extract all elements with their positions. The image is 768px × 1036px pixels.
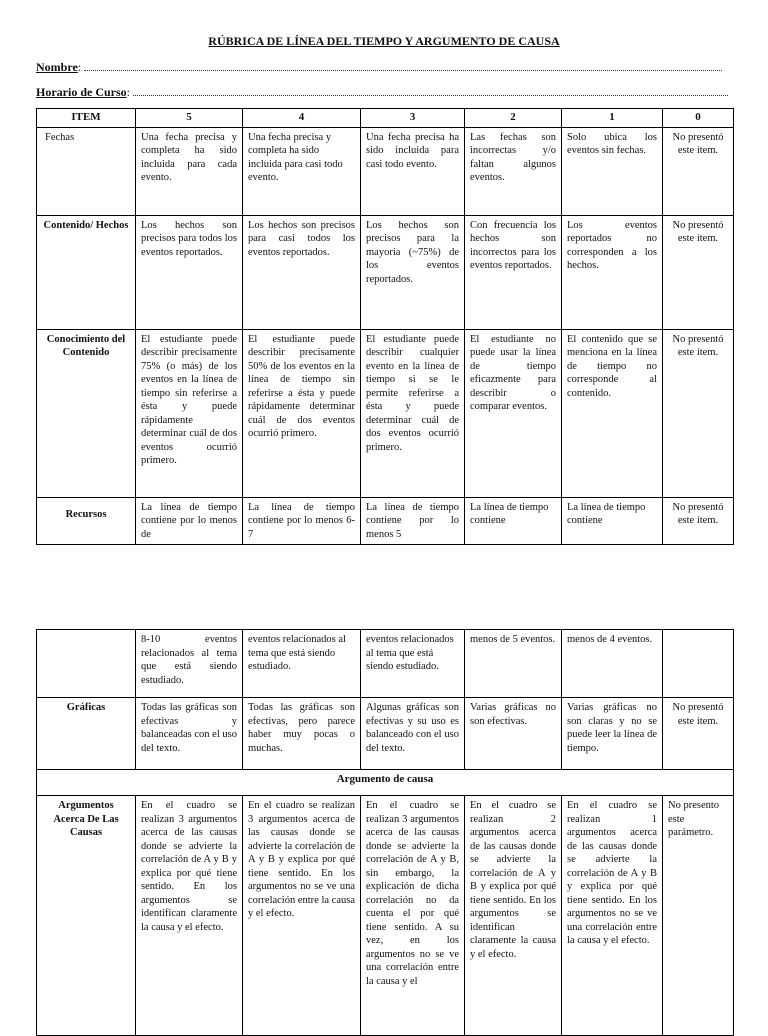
rubric-table-page-1 (36, 108, 734, 545)
cell-recursos-cont-2: menos de 5 eventos. (465, 630, 562, 698)
cell-graficas-1: Varias gráficas no son claras y no se puede leer la línea de tiempo. (562, 698, 663, 770)
table-row (37, 698, 734, 770)
cell-recursos-1: La línea de tiempo contiene (562, 497, 663, 545)
name-line[interactable] (84, 60, 722, 71)
header-item: ITEM (37, 109, 136, 128)
cell-recursos-cont-3: eventos relacionados al tema que está siendo estudiado. (361, 630, 465, 698)
cell-recursos-0: No presentó este ítem. (663, 497, 734, 545)
cell-fechas-2: Las fechas son incorrectas y/o faltan algunos eventos. (465, 127, 562, 215)
cell-graficas-3: Algunas gráficas son efectivas y su uso es balanceado con el uso del texto. (361, 698, 465, 770)
header-score-3: 3 (361, 109, 465, 128)
header-score-0: 0 (663, 109, 734, 128)
course-schedule-field[interactable]: Horario de Curso : (36, 85, 728, 100)
header-score-4: 4 (243, 109, 361, 128)
cell-contenido-3: Los hechos son precisos para la mayoría (~75%) de los eventos reportados. (361, 215, 465, 329)
name-label: Nombre (36, 60, 78, 74)
header-score-5: 5 (136, 109, 243, 128)
section-row (37, 770, 734, 796)
row-label-contenido: Contenido/ Hechos (37, 215, 136, 329)
cell-contenido-5: Los hechos son precisos para todos los eventos reportados. (136, 215, 243, 329)
row-label-fechas: Fechas (37, 127, 136, 215)
table-row (37, 796, 734, 1036)
cell-argumentos-2: En el cuadro se realizan 2 argumentos acerca de las causas donde se advierte la correlación de A y B y explica por qué tiene sentido. En los argumentos se identifican claramente la causa y el efecto. (465, 796, 562, 1036)
cell-fechas-1: Solo ubica los eventos sin fechas. (562, 127, 663, 215)
cell-recursos-4: La línea de tiempo contiene por lo menos 6-7 (243, 497, 361, 545)
cell-graficas-5: Todas las gráficas son efectivas y balanceadas con el uso del texto. (136, 698, 243, 770)
row-label-conocimiento: Conocimiento del Contenido (37, 329, 136, 497)
rubric-table-page-2 (36, 629, 734, 1036)
course-schedule-label: Horario de Curso (36, 85, 127, 99)
cell-graficas-2: Varias gráficas no son efectivas. (465, 698, 562, 770)
cell-graficas-4: Todas las gráficas son efectivas, pero parece haber muy pocas o muchas. (243, 698, 361, 770)
cell-recursos-cont-0 (663, 630, 734, 698)
cell-recursos-cont-1: menos de 4 eventos. (562, 630, 663, 698)
table-row (37, 630, 734, 698)
row-label-recursos: Recursos (37, 497, 136, 545)
row-label-argumentos: Argumentos Acerca De Las Causas (37, 796, 136, 1036)
cell-conocimiento-2: El estudiante no puede usar la línea de tiempo eficazmente para describir o comparar eventos. (465, 329, 562, 497)
cell-recursos-cont-label (37, 630, 136, 698)
cell-recursos-cont-5: 8-10 eventos relacionados al tema que está siendo estudiado. (136, 630, 243, 698)
cell-fechas-5: Una fecha precisa y completa ha sido incluida para cada evento. (136, 127, 243, 215)
cell-contenido-0: No presentó este ítem. (663, 215, 734, 329)
cell-argumentos-1: En el cuadro se realizan 1 argumentos acerca de las causas donde se advierte la correlación de A y B y explica por qué tiene sentido. En los argumentos no se ve una correlación entre la causa y el efecto. (562, 796, 663, 1036)
header-score-2: 2 (465, 109, 562, 128)
cell-recursos-3: La línea de tiempo contiene por lo menos 5 (361, 497, 465, 545)
cell-recursos-2: La línea de tiempo contiene (465, 497, 562, 545)
name-field[interactable]: Nombre : (36, 60, 722, 75)
cell-fechas-0: No presentó este ítem. (663, 127, 734, 215)
table-row (37, 329, 734, 497)
cell-conocimiento-5: El estudiante puede describir precisamente 75% (o más) de los eventos en la línea de tiempo sin referirse a ésta y puede rápidamente determinar cuál de dos eventos ocurrió primero. (136, 329, 243, 497)
section-argumento-de-causa: Argumento de causa (37, 770, 734, 796)
cell-argumentos-4: En el cuadro se realizan 3 argumentos acerca de las causas donde se advierte la correlación de A y B y explica por qué tiene sentido. En los argumentos no se ve una correlación entre la causa y el efecto. (243, 796, 361, 1036)
document-title: RÚBRICA DE LÍNEA DEL TIEMPO Y ARGUMENTO DE CAUSA (208, 34, 560, 48)
cell-conocimiento-3: El estudiante puede describir cualquier evento en la línea de tiempo si se le permite referirse a ésta y puede determinar cuál de dos eventos ocurrió primero. (361, 329, 465, 497)
header-score-1: 1 (562, 109, 663, 128)
cell-contenido-2: Con frecuencia los hechos son incorrectos para los eventos reportados. (465, 215, 562, 329)
course-schedule-line[interactable] (133, 85, 728, 96)
cell-conocimiento-0: No presentó este ítem. (663, 329, 734, 497)
cell-conocimiento-1: El contenido que se menciona en la línea de tiempo no corresponde al contenido. (562, 329, 663, 497)
table-row (37, 497, 734, 545)
table-row (37, 127, 734, 215)
table-row (37, 215, 734, 329)
cell-graficas-0: No presentó este ítem. (663, 698, 734, 770)
cell-argumentos-3: En el cuadro se realizan 3 argumentos acerca de las causas donde se advierte la correlación de A y B, sin embargo, la explicación de dicha correlación no da cuenta el por qué tiene sentido. A su vez, en los argumentos no se ve una correlación entre la causa y el (361, 796, 465, 1036)
cell-argumentos-5: En el cuadro se realizan 3 argumentos acerca de las causas donde se advierte la correlación de A y B y explica por qué tiene sentido. En los argumentos se identifican claramente la causa y el efecto. (136, 796, 243, 1036)
cell-argumentos-0: No presento este parámetro. (663, 796, 734, 1036)
cell-contenido-1: Los eventos reportados no corresponden a los hechos. (562, 215, 663, 329)
cell-conocimiento-4: El estudiante puede describir precisamente 50% de los eventos en la línea de tiempo sin referirse a ésta y puede rápidamente determinar cuál de dos eventos ocurrió primero. (243, 329, 361, 497)
cell-contenido-4: Los hechos son precisos para casi todos los eventos reportados. (243, 215, 361, 329)
cell-fechas-4: Una fecha precisa y completa ha sido incluida para casi todo evento. (243, 127, 361, 215)
cell-recursos-5: La línea de tiempo contiene por lo menos de (136, 497, 243, 545)
cell-fechas-3: Una fecha precisa ha sido incluida para casi todo evento. (361, 127, 465, 215)
row-label-graficas: Gráficas (37, 698, 136, 770)
cell-recursos-cont-4: eventos relacionados al tema que está siendo estudiado. (243, 630, 361, 698)
header-row (37, 109, 734, 128)
